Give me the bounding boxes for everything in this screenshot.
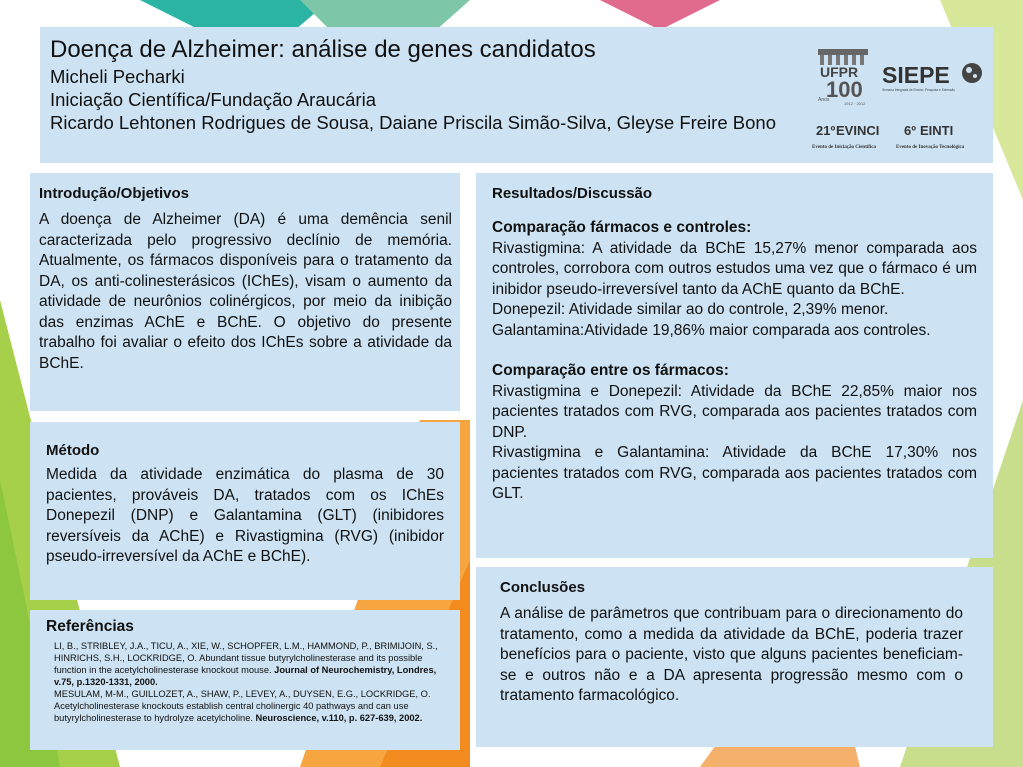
evinci-logo (812, 123, 965, 150)
poster-header (40, 27, 993, 163)
header-text (50, 35, 780, 134)
method-panel (30, 422, 460, 600)
ufpr-dates: 1912 · 2012 (844, 101, 866, 106)
ufpr-years: 100 (826, 77, 863, 102)
results-panel (476, 173, 993, 558)
evinci-text: EVINCI (836, 123, 880, 138)
results-rivastigmina: Rivastigmina: A atividade da BChE 15,27% menor comparada aos controles, corrobora com outros estudos uma vez que o fármaco é um inibidor pseudo-irreversível tanto da AChE quanto da BChE. (492, 239, 977, 298)
results-subheading-1: Comparação fármacos e controles: (492, 219, 752, 236)
einti-caption: Evento de Inovação Tecnológica (896, 145, 965, 150)
intro-panel (30, 173, 460, 411)
conclusions-title: Conclusões (500, 579, 586, 596)
einti-text: EINTI (920, 123, 954, 138)
intro-text: A doença de Alzheimer (DA) é uma demência senil caracterizada pelo progressivo declínio de memória. Atualmente, os fármacos disponíveis para o tratamento da DA, os anti-colinesterásicos (IChEs), visam o aumento da atividade de neurônios colinérgicos, por meio da inibição das enzimas AChE e BChE. O objetivo do presente trabalho foi avaliar o efeito dos IChEs sobre a atividade da BChE. (39, 211, 452, 372)
reference-1-source: Journal of Neurochemistry, Londres, v.75, p.1320-1331, 2000. (54, 665, 437, 687)
conclusions-text: A análise de parâmetros que contribuam para o direcionamento do tratamento, como a medida da atividade da BChE, poderia trazer benefícios para o paciente, visto que alguns pacientes beneficiam-se e outros não e a DA apresenta progressão mesmo com o tratamento farmacológico. (500, 605, 963, 704)
program-name: Iniciação Científica/Fundação Araucária (50, 89, 376, 110)
intro-title: Introdução/Objetivos (39, 185, 190, 202)
references-title: Referências (46, 618, 134, 635)
method-title: Método (46, 442, 100, 459)
conclusions-panel (476, 567, 993, 747)
reference-2: MESULAM, M-M., GUILLOZET, A., SHAW, P., LEVEY, A., DUYSEN, E.G., LOCKRIDGE, O. Acetylcholinesterase knockouts establish central cholinergic 40 pathways and can use butyrylcholinesterase to hydrolyze acetylcholine. (54, 689, 431, 723)
reference-2-source: Neuroscience, v.110, p. 627-639, 2002. (255, 713, 423, 723)
evinci-number: 21º (816, 123, 836, 138)
logo-group (812, 35, 988, 157)
siepe-subtitle: Semana Integrada de Ensino, Pesquisa e Extensão (882, 88, 956, 92)
references-panel (30, 610, 460, 750)
author-name: Micheli Pecharki (50, 66, 185, 87)
reference-list (46, 640, 446, 724)
poster-title: Doença de Alzheimer: análise de genes candidatos (50, 36, 596, 63)
ufpr-logo (818, 49, 868, 106)
results-subheading-2: Comparação entre os fármacos: (492, 362, 729, 379)
ufpr-text: UFPR (820, 64, 859, 80)
results-galantamina: Galantamina:Atividade 19,86% maior comparada aos controles. (492, 321, 931, 339)
reference-1: LI, B., STRIBLEY, J.A., TICU, A., XIE, W., SCHOPFER, L.M., HAMMOND, P., BRIMIJOIN, S., HINRICHS, S.H., LOCKRIDGE, O. Abundant tissue butyrylcholinesterase and its possible function in the acetylcholinesterase knockout mouse. (54, 641, 438, 675)
results-rvg-glt: Rivastigmina e Galantamina: Atividade da BChE 17,30% nos pacientes tratados com RVG, comparada aos pacientes tratados com GLT. (492, 444, 977, 502)
results-body (492, 218, 977, 505)
method-text: Medida da atividade enzimática do plasma de 30 pacientes, prováveis DA, tratados com os IChEs Donepezil (DNP) e Galantamina (GLT) (inibidores reversíveis da AChE) e Rivastigmina (RVG) (inibidor pseudo-irreversível da AChE e BChE). (46, 466, 444, 565)
results-rvg-dnp: Rivastigmina e Donepezil: Atividade da BChE 22,85% maior nos pacientes tratados com RVG, comparada aos pacientes tratados com DNP. (492, 382, 977, 441)
einti-number: 6º (904, 123, 916, 138)
results-donepezil: Donepezil: Atividade similar ao do controle, 2,39% menor. (492, 301, 889, 318)
ufpr-years-sub: Anos (818, 97, 830, 103)
logos (812, 35, 988, 157)
evinci-caption: Evento de Iniciação Científica (812, 145, 877, 150)
coauthors: Ricardo Lehtonen Rodrigues de Sousa, Daiane Priscila Simão-Silva, Gleyse Freire Bono (50, 112, 776, 133)
results-title: Resultados/Discussão (492, 185, 653, 202)
siepe-logo (882, 62, 982, 92)
siepe-text: SIEPE (882, 62, 950, 88)
